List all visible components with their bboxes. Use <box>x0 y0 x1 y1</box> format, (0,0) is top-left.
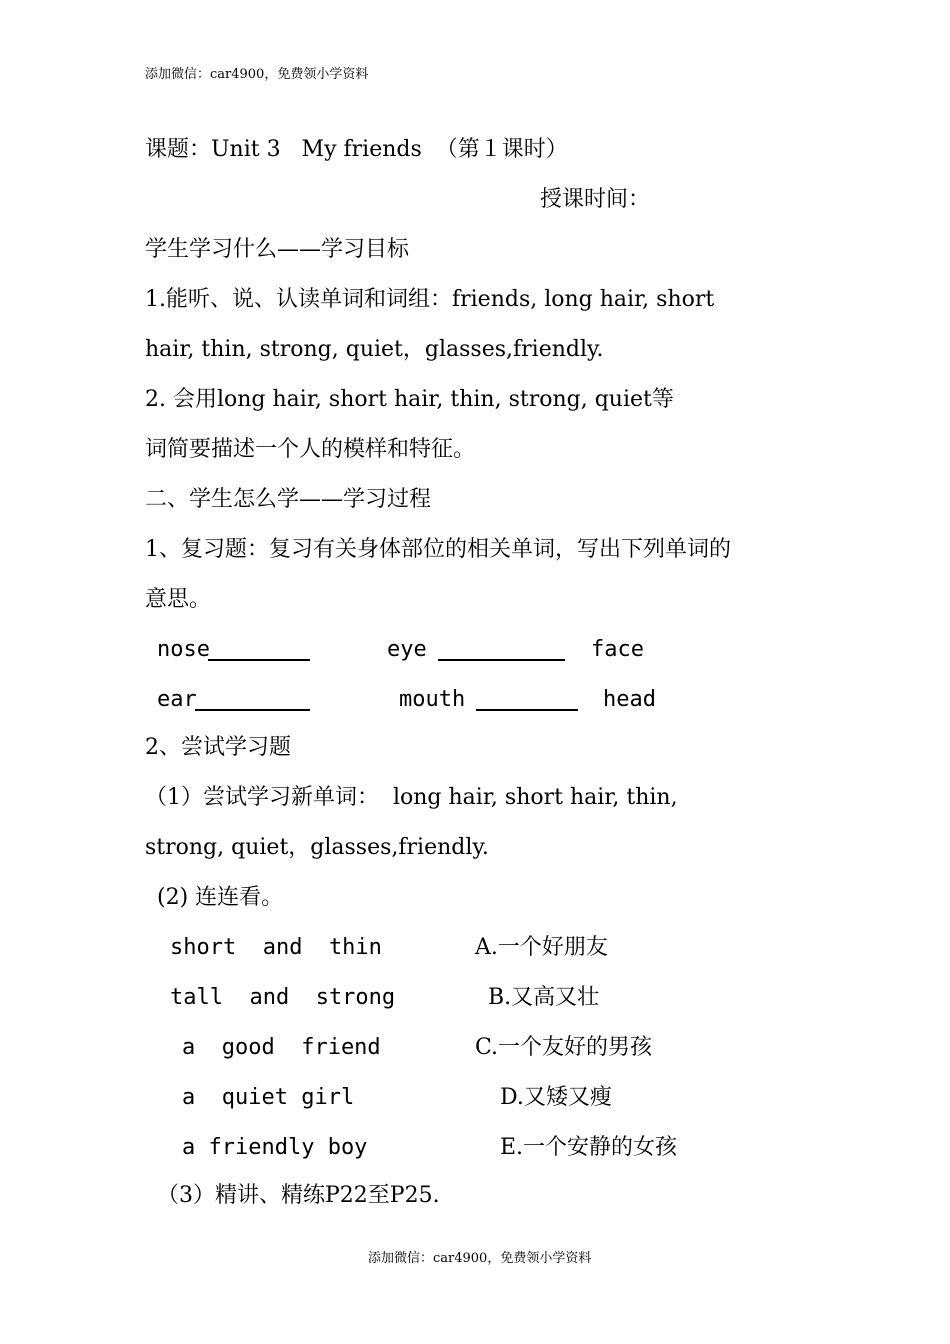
review-line1: 1、复习题：复习有关身体部位的相关单词，写出下列单词的 <box>145 537 731 562</box>
section2-heading: 二、学生怎么学——学习过程 <box>145 487 432 512</box>
ear-answer-blank[interactable] <box>195 689 310 711</box>
match-right-a: A.一个好朋友 <box>475 935 608 960</box>
vocab-head: head <box>603 687 656 712</box>
try1-line2: strong, quiet，glasses,friendly. <box>145 835 489 860</box>
teach-time-label: 授课时间： <box>540 187 651 212</box>
eye-answer-blank[interactable] <box>438 639 565 661</box>
match-left-2: tall and strong <box>170 985 396 1010</box>
match-right-e: E.一个安静的女孩 <box>500 1135 678 1160</box>
goal1-line1: 1.能听、说、认读单词和词组：friends, long hair, short <box>145 287 715 312</box>
match-left-3: a good friend <box>182 1035 381 1060</box>
match-right-c: C.一个友好的男孩 <box>475 1035 653 1060</box>
match-right-d: D.又矮又瘦 <box>500 1085 612 1110</box>
match-left-5: a friendly boy <box>182 1135 368 1160</box>
goal2-line2: 词简要描述一个人的模样和特征。 <box>145 437 476 462</box>
match-left-1: short and thin <box>170 935 382 960</box>
vocab-eye: eye <box>387 637 427 662</box>
match-heading: (2) 连连看。 <box>157 885 284 910</box>
try3-line: （3）精讲、精练P22至P25. <box>157 1183 440 1208</box>
vocab-mouth: mouth <box>399 687 466 712</box>
footer-note: 添加微信：car4900，免费领小学资料 <box>368 1251 592 1266</box>
try1-line1: （1）尝试学习新单词： long hair, short hair, thin, <box>145 785 678 810</box>
nose-answer-blank[interactable] <box>208 639 310 661</box>
section1-heading: 学生学习什么——学习目标 <box>145 237 410 262</box>
goal2-line1: 2. 会用long hair, short hair, thin, strong, quiet等 <box>145 387 674 412</box>
header-note: 添加微信：car4900，免费领小学资料 <box>145 67 369 82</box>
vocab-ear: ear <box>157 687 197 712</box>
vocab-nose: nose <box>157 637 210 662</box>
lesson-title: 课题：Unit 3 My friends （第１课时） <box>145 137 568 162</box>
match-right-b: B.又高又壮 <box>488 985 600 1010</box>
mouth-answer-blank[interactable] <box>476 689 578 711</box>
review-line2: 意思。 <box>145 587 212 612</box>
try-heading: 2、尝试学习题 <box>145 735 291 760</box>
match-left-4: a quiet girl <box>182 1085 355 1110</box>
goal1-line2: hair, thin, strong, quiet，glasses,friendly. <box>145 337 604 362</box>
vocab-face: face <box>591 637 644 662</box>
